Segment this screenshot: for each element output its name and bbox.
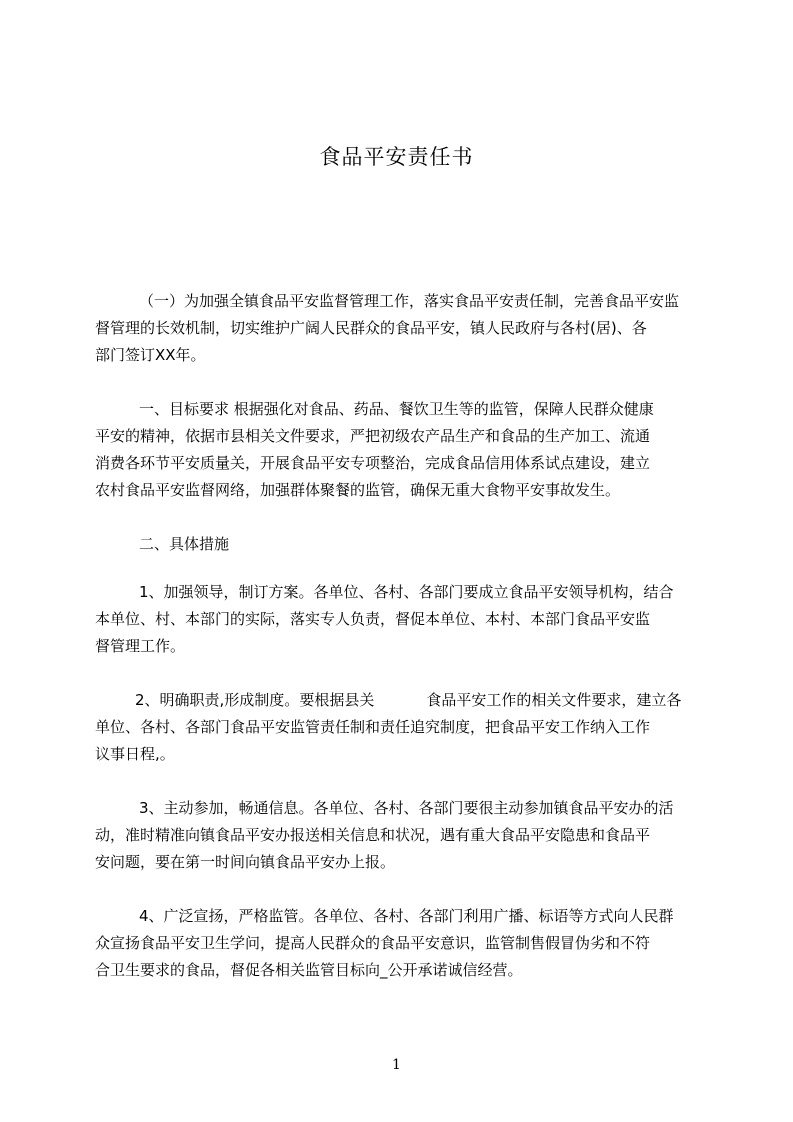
paragraph-line: 议事日程,。 — [95, 745, 175, 763]
paragraph-line: 合卫生要求的食品，督促各相关监管目标向_公开承诺诚信经营。 — [95, 961, 523, 979]
paragraph-line: 3、主动参加，畅通信息。各单位、各村、各部门要很主动参加镇食品平安办的活 — [139, 799, 674, 817]
paragraph-line-part: 食品平安工作的相关文件要求，建立各 — [426, 691, 682, 709]
paragraph-line: 平安的精神，依据市县相关文件要求，严把初级农产品生产和食品的生产加工、流通 — [95, 427, 651, 445]
paragraph-line: 一、目标要求 根据强化对食品、药品、餐饮卫生等的监管，保障人民群众健康 — [139, 400, 654, 418]
paragraph-line: （一）为加强全镇食品平安监督管理工作，落实食品平安责任制，完善食品平安监 — [139, 292, 680, 310]
paragraph-measure-3 — [95, 795, 705, 876]
paragraph-goals — [95, 396, 705, 504]
paragraph-line: 消费各环节平安质量关，开展食品平安专项整治，完成食品信用体系试点建设，建立 — [95, 454, 651, 472]
paragraph-measure-1 — [95, 579, 705, 660]
paragraph-line: 农村食品平安监督网络，加强群体聚餐的监管，确保无重大食物平安事故发生。 — [95, 481, 621, 499]
paragraph-line: 动，准时精准向镇食品平安办报送相关信息和状况，遇有重大食品平安隐患和食品平 — [95, 826, 651, 844]
paragraph-line: 众宣扬食品平安卫生学问，提高人民群众的食品平安意识，监管制售假冒伪劣和不符 — [95, 934, 651, 952]
document-title: 食品平安责任书 — [319, 145, 474, 169]
paragraph-line: 部门签订XX年。 — [95, 346, 206, 364]
paragraph-line: 督管理工作。 — [95, 637, 186, 655]
section-heading: 二、具体措施 — [139, 535, 230, 553]
paragraph-intro — [95, 288, 705, 369]
page-number: 1 — [392, 1057, 401, 1073]
paragraph-measure-2 — [95, 687, 705, 768]
paragraph-measure-4 — [95, 903, 705, 984]
section-heading-measures — [95, 531, 705, 558]
paragraph-line: 单位、各村、各部门食品平安监管责任制和责任追究制度，把食品平安工作纳入工作 — [95, 718, 651, 736]
paragraph-line: 本单位、村、本部门的实际，落实专人负责，督促本单位、本村、本部门食品平安监 — [95, 610, 651, 628]
paragraph-line: 安问题，要在第一时间向镇食品平安办上报。 — [95, 853, 396, 871]
paragraph-line: 4、广泛宣扬，严格监管。各单位、各村、各部门利用广播、标语等方式向人民群 — [139, 907, 674, 925]
paragraph-line — [95, 687, 705, 714]
paragraph-line-part: 2、明确职责,形成制度。要根据县关 — [135, 691, 375, 709]
paragraph-line: 1、加强领导，制订方案。各单位、各村、各部门要成立食品平安领导机构，结合 — [139, 583, 674, 601]
paragraph-line: 督管理的长效机制，切实维护广阔人民群众的食品平安，镇人民政府与各村(居)、各 — [95, 319, 647, 337]
